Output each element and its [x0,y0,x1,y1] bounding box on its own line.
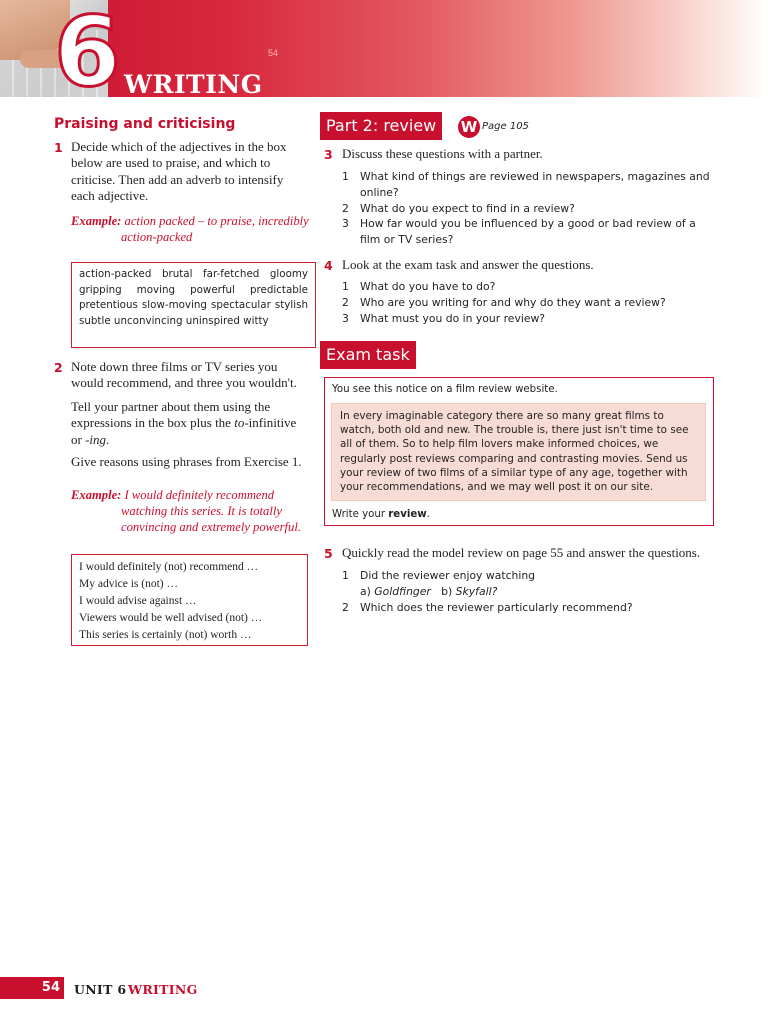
item-number: 2 [342,201,349,215]
exercise-5-text: Quickly read the model review on page 55 and answer the questions. [342,545,701,560]
list-item [342,279,712,295]
part-label: Part 2: review [320,112,442,140]
instr-part-a: Tell your partner about them using the expressions in the box plus the [71,399,271,431]
example-line-2: watching this series. It is totally [121,504,282,518]
exercise-1-number: 1 [54,140,63,155]
example-line-1: action packed – to praise, incredibly [124,214,309,228]
page-number: 54 [0,977,64,999]
footer-title: WRITING [128,982,198,997]
item-number: 2 [342,295,349,309]
list-item [342,600,712,616]
exam-intro: You see this notice on a film review website. [332,384,558,395]
instr-ing: -ing [85,431,107,447]
exercise-2-example [71,487,321,535]
page-reference[interactable]: Page 105 [482,121,529,132]
exam-task-label: Exam task [320,341,416,369]
item-text: Which does the reviewer particularly recommend? [360,600,633,614]
item-text: Did the reviewer enjoy watching [360,569,536,582]
unit-header [0,0,768,97]
option-end: ? [491,584,498,598]
option-b-title: Skyfall [455,584,492,598]
phrase-item: My advice is (not) … [79,578,179,590]
writing-guide-icon: W [458,116,480,138]
list-item [342,169,712,201]
exam-instruction-c: . [426,509,430,520]
unit-title: WRITING [124,70,263,97]
phrase-item: Viewers would be well advised (not) … [79,612,263,624]
instr-part-b: -infinitive or [71,415,297,447]
example-line-1: I would definitely recommend [124,488,275,502]
item-number: 1 [342,569,349,582]
phrase-item: This series is certainly (not) worth … [79,629,252,641]
item-number: 3 [342,217,349,231]
item-text: What do you have to do? [360,280,496,293]
list-item [342,295,712,311]
item-number: 3 [342,311,349,325]
exercise-4-questions [342,279,712,326]
exam-instruction-b: review [388,509,427,520]
phrase-item: I would definitely (not) recommend … [79,561,259,573]
exercise-3-number: 3 [324,147,333,162]
list-item [342,201,712,217]
exercise-5-questions [342,568,712,615]
instr-part-c: . [106,431,110,447]
option-a: a) [360,584,375,598]
phrase-item: I would advise against … [79,595,197,607]
instr-to: to [234,415,245,431]
exercise-4-text: Look at the exam task and answer the questions. [342,257,594,272]
unit-number: 6 [54,0,119,97]
exercise-3-text: Discuss these questions with a partner. [342,146,543,161]
item-text: What must you do in your review? [360,311,546,325]
item-text: How far would you be influenced by a good or bad review of a film or TV series? [360,217,696,247]
list-item [342,568,712,600]
item-number: 1 [342,280,349,293]
item-text: What do you expect to find in a review? [360,201,575,215]
phrases-box [71,554,308,646]
exercise-2-text: Note down three films or TV series you would recommend, and three you wouldn't. [71,359,297,391]
example-label: Example: [71,488,122,502]
option-a-title: Goldfinger [374,584,431,598]
exam-notice: In every imaginable category there are so many great films to watch, both old and new. The trouble is, there just isn't time to see all of them. So to help film lovers make informed choices, we regularly post reviews comparing and contrasting movies. Send us your review of two films of a similar type of any age, together with your recommendations, and we may well post it on our site. [331,403,706,501]
adjectives-box: action-packed brutal far-fetched gloomy gripping moving powerful predictable pretentious slow-moving spectacular stylish subtle unconvincing uninspired witty [71,262,316,348]
exercise-2-number: 2 [54,360,63,375]
exercise-3-questions [342,169,712,248]
footer-unit: UNIT 6 [74,982,127,997]
exam-instruction-a: Write your [332,509,389,520]
item-number: 2 [342,600,349,614]
exercise-2-instruction [71,399,306,448]
header-page-marker: 54 [268,48,279,58]
list-item [342,311,712,327]
example-line-3: convincing and extremely powerful. [121,520,301,534]
exam-instruction [332,509,430,520]
exercise-5-number: 5 [324,546,333,561]
exercise-1-text: Decide which of the adjectives in the box below are used to praise, and which to criticise. Then add an adverb to intensify each adjective. [71,139,287,203]
list-item [342,216,712,248]
exercise-2-reasons: Give reasons using phrases from Exercise 1. [71,454,302,469]
item-number: 1 [342,170,349,183]
example-line-2: action-packed [121,230,193,244]
option-b: b) [430,584,456,598]
section-title: Praising and criticising [54,116,236,132]
exercise-1-example [71,213,321,245]
example-label: Example: [71,214,122,228]
item-text: Who are you writing for and why do they want a review? [360,295,666,309]
item-text: What kind of things are reviewed in newspapers, magazines and online? [360,170,710,199]
exercise-4-number: 4 [324,258,333,273]
